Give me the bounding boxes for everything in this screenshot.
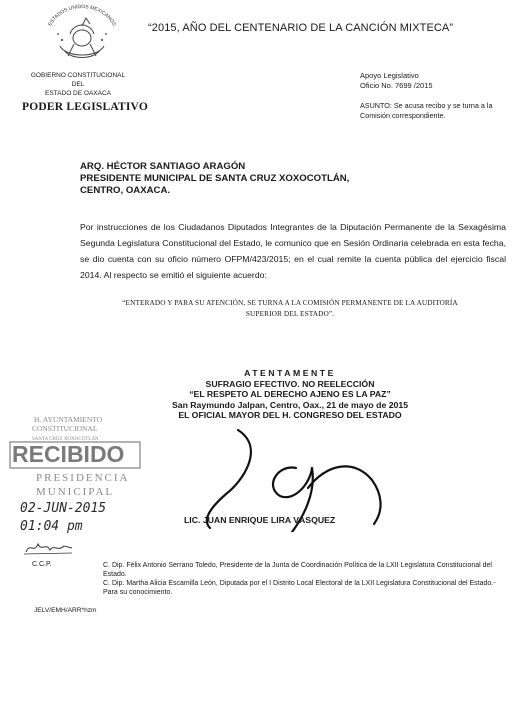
cc-item-1: C. Dip. Félix Antonio Serrano Toledo, Presidente de la Junta de Coordinación Política de la LXII Legislatura Constitucional del Estado. (103, 562, 492, 578)
state-seal-emblem (40, 4, 124, 68)
cc-item-2: C. Dip. Martha Alicia Escamilla León, Diputada por el I Distrito Local Electoral de la LXII Legislatura Constitucional del Estado.- Para su conocimiento. (103, 580, 496, 596)
stamp-line-5: MUNICIPAL (36, 486, 115, 498)
year-motto: “2015, AÑO DEL CENTENARIO DE LA CANCIÓN MIXTECA” (148, 22, 454, 34)
received-stamp (6, 412, 166, 504)
gov-line-2: DEL (71, 81, 85, 88)
government-caption (14, 71, 142, 98)
stamp-graphic (6, 412, 166, 504)
signatory-name: LIC. JUAN ENRIQUE LIRA VÁSQUEZ (184, 515, 336, 525)
place-date: San Raymundo Jalpan, Centro, Oax., 21 de mayo de 2015 (171, 399, 409, 410)
recipient-title: PRESIDENTE MUNICIPAL DE SANTA CRUZ XOXOCOTLÁN, (80, 173, 350, 184)
gov-line-3: ESTADO DE OAXACA (45, 90, 111, 97)
cc-label: C.C.P. (32, 561, 52, 568)
handwritten-date: 02-JUN-2015 (20, 501, 107, 516)
sufragio-line: SUFRAGIO EFECTIVO. NO REELECCIÓN (205, 378, 375, 389)
poder-legislativo-heading: PODER LEGISLATIVO (22, 101, 148, 113)
reference-initials: JELV/EMH/ARR*hzm (34, 607, 97, 614)
lema-line: “EL RESPETO AL DERECHO AJENO ES LA PAZ” (189, 389, 391, 399)
stamp-line-4: PRESIDENCIA (36, 472, 130, 484)
body-paragraph: Por instrucciones de los Ciudadanos Diputados Integrantes de la Diputación Permanente de la Sexagésima Segunda Legislatura Constitucional del Estado, le comunico que en Sesión Ordinaria celebrada en esta fecha, se dio cuenta con su oficio número OFPM/423/2015; en el cual remite la cuenta pública del ejercicio fiscal 2014. Al respecto se emitió el siguiente acuerdo: (80, 222, 506, 280)
recipient-block (80, 161, 349, 197)
stamp-line-3: SANTA CRUZ XOXOCOTLÁN (32, 437, 99, 442)
document-reference (360, 71, 433, 91)
recipient-location: CENTRO, OAXACA. (80, 185, 171, 196)
official-position: EL OFICIAL MAYOR DEL H. CONGRESO DEL ESTADO (178, 410, 402, 420)
handwritten-time: 01:04 pm (20, 519, 83, 534)
cc-list (103, 561, 511, 597)
subject-line: ASUNTO: Se acusa recibo y se turna a la Comisión correspondiente. (360, 101, 493, 120)
oficio-number: Oficio No. 7699 /2015 (360, 81, 433, 90)
gov-line-1: GOBIERNO CONSTITUCIONAL (30, 72, 126, 79)
agreement-text: “ENTERADO Y PARA SU ATENCIÓN, SE TURNA A LA COMISIÓN PERMANENTE DE LA AUDITORÍA SUPERIOR DEL ESTADO”. (122, 298, 458, 318)
stamp-line-2: CONSTITUCIONAL (32, 424, 98, 433)
stamp-line-1: H. AYUNTAMIENTO (34, 415, 103, 424)
signature-block (150, 368, 430, 421)
handwritten-receipt (20, 500, 106, 536)
department: Apoyo Legislativo (360, 71, 419, 80)
recipient-name: ARQ. HÉCTOR SANTIAGO ARAGÓN (80, 161, 246, 172)
atentamente: ATENTAMENTE (244, 368, 336, 378)
initials-scribble (24, 538, 74, 556)
stamp-recibido: RECIBIDO (12, 441, 125, 467)
seal-text: ESTADOS UNIDOS MEXICANOS (47, 4, 117, 28)
